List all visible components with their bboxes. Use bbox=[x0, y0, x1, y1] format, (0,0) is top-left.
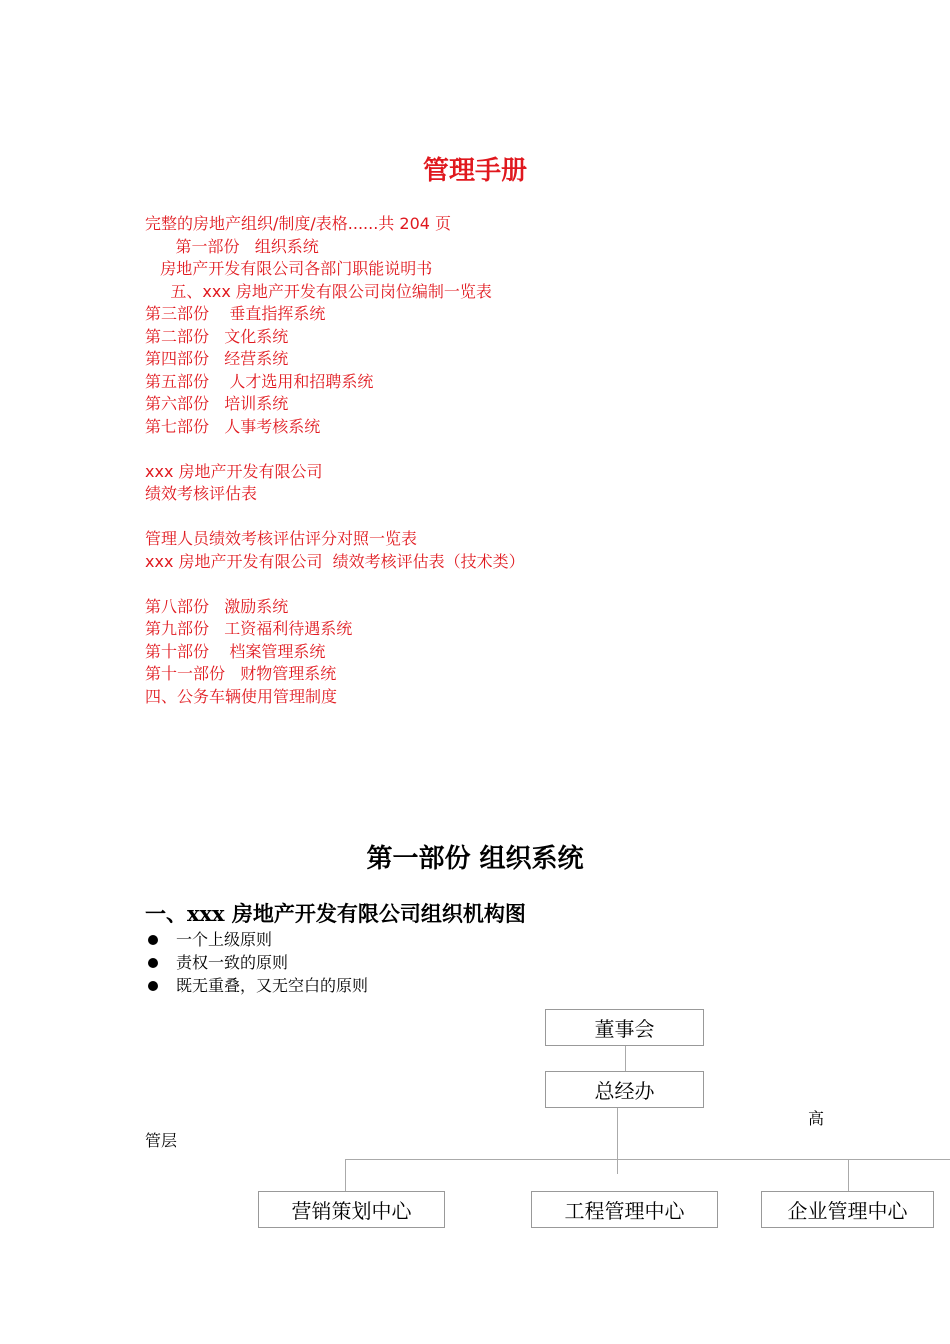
toc-item: 第十部份 档案管理系统 bbox=[145, 641, 326, 661]
principle-text: 一个上级原则 bbox=[176, 930, 273, 949]
bullet-icon bbox=[148, 958, 158, 968]
list-item bbox=[145, 974, 368, 997]
toc-spacer bbox=[145, 573, 845, 596]
toc-item: 五、xxx 房地产开发有限公司岗位编制一览表 bbox=[145, 281, 492, 301]
toc-item: 完整的房地产组织/制度/表格......共 204 页 bbox=[145, 214, 452, 233]
toc-item: xxx 房地产开发有限公司 bbox=[145, 461, 323, 481]
manual-title: 管理手册 bbox=[422, 156, 527, 186]
org-node-board: 董事会 bbox=[545, 1009, 704, 1046]
org-node-engineering: 工程管理中心 bbox=[531, 1191, 718, 1228]
toc-item: 第七部份 人事考核系统 bbox=[145, 416, 321, 436]
org-node-general-office: 总经办 bbox=[545, 1071, 704, 1108]
toc-item: 第五部份 人才选用和招聘系统 bbox=[145, 371, 374, 391]
section-title: 第一部份 组织系统 bbox=[366, 844, 584, 874]
toc-item: 第八部份 激励系统 bbox=[145, 596, 289, 616]
toc-item: 第二部份 文化系统 bbox=[145, 326, 289, 346]
principle-text: 既无重叠，又无空白的原则 bbox=[176, 976, 369, 995]
toc-item: 四、公务车辆使用管理制度 bbox=[145, 686, 338, 706]
list-item bbox=[145, 928, 368, 951]
org-node-marketing: 营销策划中心 bbox=[258, 1191, 445, 1228]
table-of-contents bbox=[145, 213, 845, 708]
toc-item: 第一部份 组织系统 bbox=[145, 236, 319, 256]
toc-item: 第四部份 经营系统 bbox=[145, 349, 289, 368]
toc-spacer bbox=[145, 506, 845, 529]
toc-item: 房地产开发有限公司各部门职能说明书 bbox=[145, 259, 433, 278]
connector-line bbox=[617, 1108, 618, 1174]
connector-line bbox=[848, 1159, 849, 1191]
toc-item: 第十一部份 财物管理系统 bbox=[145, 664, 337, 683]
principles-list bbox=[145, 928, 368, 997]
list-item bbox=[145, 951, 368, 974]
org-node-enterprise: 企业管理中心 bbox=[761, 1191, 934, 1228]
connector-line bbox=[345, 1159, 950, 1160]
connector-line bbox=[625, 1046, 626, 1071]
bullet-icon bbox=[148, 981, 158, 991]
toc-item: 管理人员绩效考核评估评分对照一览表 bbox=[145, 529, 418, 548]
toc-spacer bbox=[145, 438, 845, 461]
toc-item: 第三部份 垂直指挥系统 bbox=[145, 304, 326, 323]
toc-item: 第九部份 工资福利待遇系统 bbox=[145, 619, 353, 638]
level-label-layer: 管层 bbox=[145, 1131, 178, 1150]
principle-text: 责权一致的原则 bbox=[176, 953, 289, 972]
toc-item: 第六部份 培训系统 bbox=[145, 394, 289, 413]
level-label-high: 高 bbox=[808, 1109, 825, 1128]
toc-item: xxx 房地产开发有限公司 绩效考核评估表（技术类） bbox=[145, 551, 525, 571]
connector-line bbox=[345, 1159, 346, 1191]
bullet-icon bbox=[148, 935, 158, 945]
toc-item: 绩效考核评估表 bbox=[145, 484, 258, 503]
subsection-title: 一、xxx 房地产开发有限公司组织机构图 bbox=[145, 901, 526, 926]
